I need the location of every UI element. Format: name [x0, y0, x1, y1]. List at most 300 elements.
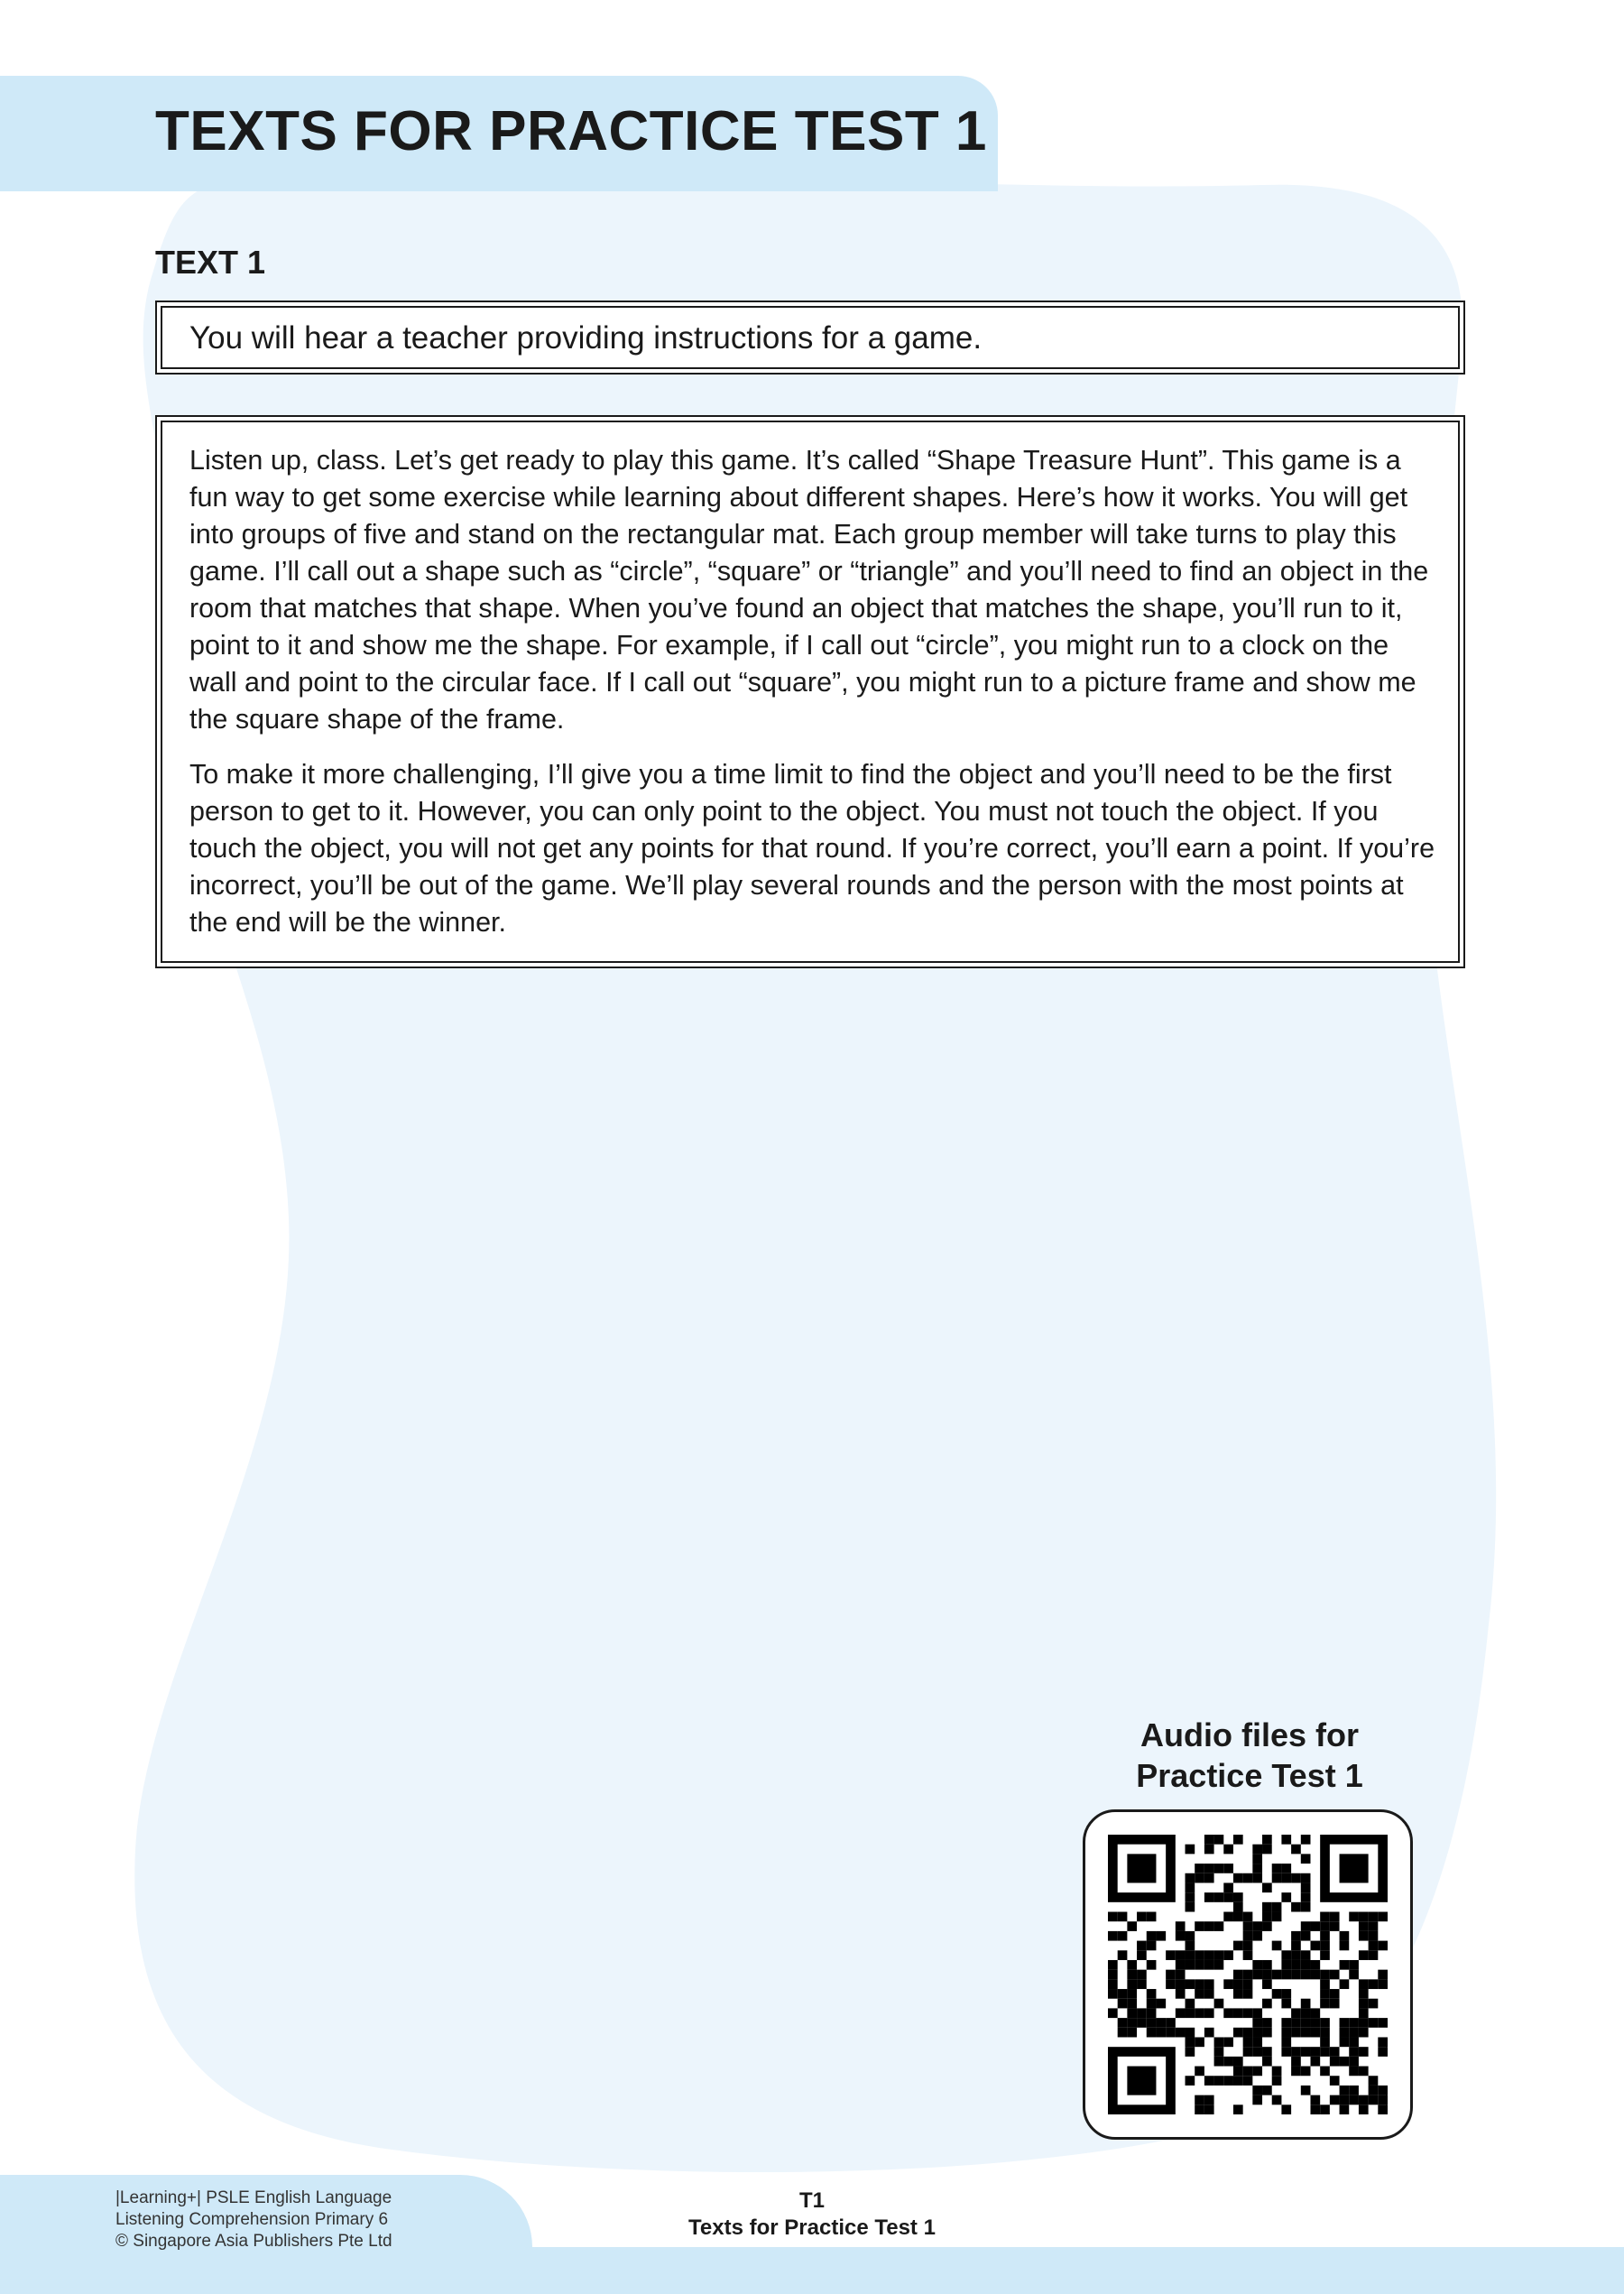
qr-module — [1301, 1882, 1311, 1892]
qr-module — [1320, 1950, 1330, 1960]
qr-module — [1127, 1979, 1137, 1989]
qr-module — [1272, 1941, 1282, 1951]
qr-module — [1118, 1999, 1128, 2009]
qr-module — [1301, 2018, 1311, 2028]
qr-module — [1243, 1921, 1253, 1931]
qr-module — [1252, 2086, 1262, 2095]
qr-module — [1243, 2028, 1253, 2038]
qr-module — [1281, 1970, 1291, 1980]
qr-module — [1349, 2037, 1359, 2047]
qr-module — [1108, 1979, 1118, 1989]
qr-module — [1223, 2037, 1233, 2047]
qr-module — [1369, 1999, 1379, 2009]
qr-module — [1118, 2018, 1128, 2028]
footer-series: |Learning+| PSLE English Language — [115, 2188, 392, 2207]
qr-module — [1243, 1941, 1253, 1951]
qr-module — [1214, 2076, 1224, 2086]
qr-module — [1166, 1970, 1176, 1980]
qr-module — [1310, 2095, 1320, 2105]
qr-module — [1195, 1873, 1204, 1883]
qr-module — [1310, 1960, 1320, 1970]
qr-module — [1166, 2018, 1176, 2028]
qr-module — [1262, 1912, 1272, 1922]
qr-module — [1233, 2067, 1243, 2077]
qr-module — [1281, 1989, 1291, 1999]
qr-module — [1340, 1931, 1350, 1941]
qr-module — [1330, 2057, 1340, 2067]
qr-module — [1195, 1950, 1204, 1960]
qr-module — [1262, 1979, 1272, 1989]
qr-module — [1291, 1873, 1301, 1883]
qr-module — [1252, 2037, 1262, 2047]
qr-module — [1204, 1989, 1214, 1999]
audio-caption-line-1: Audio files for — [1140, 1716, 1359, 1753]
qr-module — [1320, 2104, 1330, 2114]
qr-module — [1330, 1999, 1340, 2009]
qr-module — [1272, 2095, 1282, 2105]
qr-module — [1378, 2037, 1388, 2047]
qr-module — [1369, 1931, 1379, 1941]
qr-module — [1252, 1845, 1262, 1855]
qr-module — [1272, 1873, 1282, 1883]
qr-module — [1127, 1989, 1137, 1999]
qr-module — [1291, 2008, 1301, 2018]
qr-module — [1340, 2057, 1350, 2067]
qr-module — [1310, 2057, 1320, 2067]
section-label: TEXT 1 — [155, 244, 266, 281]
qr-module — [1281, 2037, 1291, 2047]
qr-finder-pattern — [1340, 1854, 1369, 1882]
qr-module — [1137, 2008, 1147, 2018]
qr-module — [1186, 1845, 1195, 1855]
audio-caption-line-2: Practice Test 1 — [1136, 1757, 1363, 1794]
qr-module — [1349, 2057, 1359, 2067]
qr-module — [1233, 1970, 1243, 1980]
qr-module — [1330, 1921, 1340, 1931]
qr-module — [1359, 2104, 1369, 2114]
qr-module — [1340, 2095, 1350, 2105]
qr-module — [1301, 1892, 1311, 1902]
qr-module — [1349, 1960, 1359, 1970]
qr-module — [1359, 1931, 1369, 1941]
qr-module — [1223, 1950, 1233, 1960]
qr-module — [1378, 1970, 1388, 1980]
qr-module — [1320, 1989, 1330, 1999]
qr-module — [1223, 2076, 1233, 2086]
qr-module — [1272, 1912, 1282, 1922]
qr-module — [1137, 2018, 1147, 2028]
qr-module — [1359, 1921, 1369, 1931]
qr-module — [1233, 1941, 1243, 1951]
qr-module — [1186, 2037, 1195, 2047]
qr-module — [1359, 2047, 1369, 2057]
qr-module — [1340, 2104, 1350, 2114]
qr-module — [1137, 1941, 1147, 1951]
qr-module — [1204, 2095, 1214, 2105]
qr-module — [1243, 2067, 1253, 2077]
footer-publisher-info — [115, 2188, 392, 2252]
qr-module — [1204, 2076, 1214, 2086]
qr-module — [1186, 1950, 1195, 1960]
qr-module — [1186, 1931, 1195, 1941]
qr-module — [1252, 1854, 1262, 1864]
intro-box — [155, 301, 1465, 375]
qr-module — [1378, 2095, 1388, 2105]
qr-module — [1252, 2047, 1262, 2057]
qr-module — [1214, 1960, 1224, 1970]
qr-module — [1262, 2028, 1272, 2038]
qr-module — [1243, 1950, 1253, 1960]
qr-module — [1252, 2028, 1262, 2038]
qr-module — [1320, 1970, 1330, 1980]
qr-module — [1291, 2057, 1301, 2067]
qr-module — [1223, 1979, 1233, 1989]
qr-module — [1186, 2076, 1195, 2086]
qr-module — [1349, 2028, 1359, 2038]
qr-module — [1195, 1960, 1204, 1970]
qr-module — [1359, 1999, 1369, 2009]
qr-module — [1252, 2095, 1262, 2105]
qr-module — [1204, 1845, 1214, 1855]
qr-module — [1281, 1999, 1291, 2009]
footer-copyright: © Singapore Asia Publishers Pte Ltd — [115, 2232, 392, 2251]
qr-module — [1147, 2018, 1157, 2028]
qr-module — [1349, 2086, 1359, 2095]
qr-module — [1281, 1950, 1291, 1960]
passage-box — [155, 415, 1465, 968]
qr-module — [1176, 1931, 1186, 1941]
qr-module — [1252, 1931, 1262, 1941]
qr-finder-pattern — [1127, 2067, 1156, 2095]
qr-module — [1378, 1912, 1388, 1922]
qr-module — [1262, 2086, 1272, 2095]
page-title: TEXTS FOR PRACTICE TEST 1 — [155, 100, 987, 162]
qr-module — [1186, 2008, 1195, 2018]
qr-module — [1320, 1912, 1330, 1922]
passage-paragraph-2: To make it more challenging, I’ll give you a time limit to find the object and you’ll need to be the first person to get to it. However, you can only point to the object. You must not touch the object. If you touch the object, you will not get any points for that round. If you’re correct, you’ll earn a point. If you’re incorrect, you’ll be out of the game. We’ll play several rounds and the person with the most points at the end will be the winner. — [189, 759, 1435, 938]
qr-module — [1127, 1970, 1137, 1980]
qr-module — [1233, 1979, 1243, 1989]
qr-module — [1195, 1921, 1204, 1931]
qr-module — [1310, 2008, 1320, 2018]
qr-module — [1272, 2076, 1282, 2086]
qr-module — [1204, 1960, 1214, 1970]
qr-module — [1127, 2018, 1137, 2028]
qr-module — [1320, 1931, 1330, 1941]
qr-module — [1186, 1941, 1195, 1951]
qr-module — [1262, 1921, 1272, 1931]
qr-module — [1252, 2018, 1262, 2028]
qr-module — [1186, 2047, 1195, 2057]
qr-module — [1262, 2057, 1272, 2067]
qr-module — [1147, 1989, 1157, 1999]
qr-module — [1223, 2008, 1233, 2018]
qr-module — [1291, 1902, 1301, 1912]
qr-module — [1204, 1864, 1214, 1873]
qr-module — [1272, 2067, 1282, 2077]
qr-module — [1291, 2067, 1301, 2077]
qr-module — [1252, 1960, 1262, 1970]
qr-module — [1262, 1960, 1272, 1970]
qr-module — [1369, 1979, 1379, 1989]
qr-module — [1349, 1970, 1359, 1980]
qr-module — [1233, 2057, 1243, 2067]
qr-module — [1359, 2067, 1369, 2077]
qr-module — [1147, 1960, 1157, 1970]
qr-module — [1186, 1873, 1195, 1883]
qr-module — [1147, 1931, 1157, 1941]
qr-module — [1252, 1864, 1262, 1873]
qr-module — [1147, 2008, 1157, 2018]
qr-module — [1262, 2018, 1272, 2028]
qr-module — [1369, 1921, 1379, 1931]
qr-module — [1359, 1950, 1369, 1960]
qr-module — [1330, 2095, 1340, 2105]
qr-module — [1223, 1892, 1233, 1902]
qr-module — [1108, 1989, 1118, 1999]
qr-module — [1147, 1941, 1157, 1951]
audio-caption — [1074, 1715, 1426, 1796]
qr-module — [1195, 1979, 1204, 1989]
qr-module — [1166, 2028, 1176, 2038]
qr-module — [1214, 2037, 1224, 2047]
qr-module — [1301, 1921, 1311, 1931]
qr-module — [1369, 2086, 1379, 2095]
qr-module — [1291, 1970, 1301, 1980]
qr-module — [1108, 1912, 1118, 1922]
qr-module — [1243, 1989, 1253, 1999]
qr-module — [1127, 1999, 1137, 2009]
qr-module — [1301, 1873, 1311, 1883]
qr-module — [1243, 2037, 1253, 2047]
qr-module — [1349, 1912, 1359, 1922]
qr-module — [1310, 1921, 1320, 1931]
qr-module — [1320, 1999, 1330, 2009]
qr-module — [1359, 2095, 1369, 2105]
qr-module — [1214, 1999, 1224, 2009]
qr-module — [1223, 1882, 1233, 1892]
qr-module — [1320, 2047, 1330, 2057]
qr-module — [1291, 2028, 1301, 2038]
qr-module — [1252, 2067, 1262, 2077]
qr-module — [1369, 2076, 1379, 2086]
qr-module — [1349, 2047, 1359, 2057]
qr-module — [1369, 1950, 1379, 1960]
qr-code-frame[interactable] — [1083, 1809, 1413, 2140]
qr-module — [1233, 1873, 1243, 1883]
qr-module — [1176, 1960, 1186, 1970]
qr-module — [1176, 1921, 1186, 1931]
qr-module — [1272, 1864, 1282, 1873]
qr-module — [1291, 2018, 1301, 2028]
qr-module — [1378, 1941, 1388, 1951]
qr-module — [1281, 1873, 1291, 1883]
qr-module — [1176, 2008, 1186, 2018]
qr-module — [1281, 1960, 1291, 1970]
qr-module — [1378, 1979, 1388, 1989]
qr-module — [1252, 1921, 1262, 1931]
qr-module — [1262, 1902, 1272, 1912]
qr-module — [1186, 1892, 1195, 1902]
qr-module — [1369, 2095, 1379, 2105]
qr-module — [1340, 2086, 1350, 2095]
qr-module — [1214, 1864, 1224, 1873]
qr-module — [1291, 2047, 1301, 2057]
qr-module — [1233, 1902, 1243, 1912]
qr-module — [1223, 1864, 1233, 1873]
qr-module — [1272, 1970, 1282, 1980]
qr-module — [1204, 1950, 1214, 1960]
qr-module — [1369, 1941, 1379, 1951]
qr-module — [1281, 1864, 1291, 1873]
qr-module — [1204, 1892, 1214, 1902]
qr-module — [1272, 1902, 1282, 1912]
qr-module — [1108, 1960, 1118, 1970]
qr-module — [1108, 1970, 1118, 1980]
qr-module — [1108, 1931, 1118, 1941]
qr-module — [1359, 1989, 1369, 1999]
qr-module — [1233, 2028, 1243, 2038]
qr-module — [1166, 1950, 1176, 1960]
qr-module — [1369, 1912, 1379, 1922]
qr-module — [1127, 1921, 1137, 1931]
qr-module — [1137, 1970, 1147, 1980]
qr-module — [1262, 2047, 1272, 2057]
qr-module — [1252, 1873, 1262, 1883]
page-number: T1 — [798, 2188, 825, 2213]
qr-module — [1147, 1912, 1157, 1922]
qr-module — [1340, 1941, 1350, 1951]
passage-paragraph-1: Listen up, class. Let’s get ready to play this game. It’s called “Shape Treasure Hunt”. This game is a fun way to get some exercise while learning about different shapes. Here’s how it works. You will get into groups of five and stand on the rectangular mat. Each group member will take turns to play this game. I’ll call out a shape such as “circle”, “square” or “triangle” and you’ll need to find an object in the room that matches that shape. When you’ve found an object that matches the shape, you’ll run to it, point to it and show me the shape. For example, if I call out “circle”, you might run to a clock on the wall and point to the circular face. If I call out “square”, you might run to a picture frame and show me the square shape of the frame. — [189, 445, 1429, 735]
qr-module — [1378, 2086, 1388, 2095]
qr-module — [1195, 1989, 1204, 1999]
qr-module — [1320, 1921, 1330, 1931]
qr-module — [1349, 2067, 1359, 2077]
qr-module — [1243, 1979, 1253, 1989]
qr-module — [1272, 1989, 1282, 1999]
qr-module — [1301, 1854, 1311, 1864]
qr-module — [1252, 1970, 1262, 1980]
qr-module — [1243, 1931, 1253, 1941]
qr-module — [1243, 2047, 1253, 2057]
qr-module — [1147, 1999, 1157, 2009]
qr-module — [1233, 2008, 1243, 2018]
qr-module — [1137, 1979, 1147, 1989]
qr-module — [1340, 2028, 1350, 2038]
qr-module — [1195, 2104, 1204, 2114]
qr-module — [1330, 2076, 1340, 2086]
qr-module — [1233, 1892, 1243, 1902]
qr-module — [1137, 1950, 1147, 1960]
qr-module — [1301, 1902, 1311, 1912]
qr-module — [1204, 1835, 1214, 1845]
qr-module — [1281, 2018, 1291, 2028]
qr-module — [1156, 2018, 1166, 2028]
qr-module — [1291, 1950, 1301, 1960]
qr-module — [1310, 2018, 1320, 2028]
qr-module — [1118, 1950, 1128, 1960]
qr-module — [1340, 1960, 1350, 1970]
qr-module — [1378, 2104, 1388, 2114]
footer-book-title: Listening Comprehension Primary 6 — [115, 2210, 389, 2229]
qr-module — [1291, 1941, 1301, 1951]
qr-code-icon[interactable] — [1108, 1835, 1388, 2114]
qr-module — [1340, 2018, 1350, 2028]
qr-module — [1223, 1912, 1233, 1922]
qr-module — [1108, 2008, 1118, 2018]
qr-module — [1186, 2028, 1195, 2038]
qr-module — [1301, 2086, 1311, 2095]
qr-module — [1176, 1950, 1186, 1960]
qr-module — [1118, 2028, 1128, 2038]
qr-module — [1330, 1970, 1340, 1980]
qr-module — [1281, 1892, 1291, 1902]
qr-module — [1137, 1912, 1147, 1922]
qr-module — [1233, 1912, 1243, 1922]
qr-module — [1243, 1970, 1253, 1980]
qr-module — [1301, 2028, 1311, 2038]
qr-module — [1243, 1873, 1253, 1883]
qr-module — [1330, 2047, 1340, 2057]
qr-module — [1320, 1979, 1330, 1989]
qr-module — [1262, 1970, 1272, 1980]
qr-module — [1223, 2057, 1233, 2067]
page-label: Texts for Practice Test 1 — [688, 2215, 936, 2240]
qr-module — [1359, 2018, 1369, 2028]
qr-module — [1262, 1835, 1272, 1845]
qr-module — [1233, 2104, 1243, 2114]
qr-module — [1156, 1931, 1166, 1941]
qr-module — [1301, 1999, 1311, 2009]
qr-module — [1127, 1960, 1137, 1970]
qr-module — [1340, 2037, 1350, 2047]
qr-module — [1330, 1989, 1340, 1999]
qr-module — [1281, 2047, 1291, 2057]
qr-module — [1214, 1921, 1224, 1931]
footer-page-info — [632, 2188, 992, 2242]
qr-module — [1320, 2067, 1330, 2077]
qr-module — [1204, 2028, 1214, 2038]
qr-module — [1214, 2047, 1224, 2057]
qr-module — [1214, 2057, 1224, 2067]
qr-module — [1118, 1912, 1128, 1922]
qr-module — [1176, 1979, 1186, 1989]
qr-finder-pattern — [1127, 1854, 1156, 1882]
qr-module — [1301, 1960, 1311, 1970]
intro-text: You will hear a teacher providing instructions for a game. — [189, 320, 983, 356]
qr-module — [1291, 1845, 1301, 1855]
qr-module — [1118, 1931, 1128, 1941]
qr-module — [1195, 1864, 1204, 1873]
qr-module — [1281, 2028, 1291, 2038]
qr-module — [1156, 1999, 1166, 2009]
qr-module — [1252, 2008, 1262, 2018]
qr-module — [1176, 1989, 1186, 1999]
qr-module — [1204, 1921, 1214, 1931]
qr-module — [1330, 1912, 1340, 1922]
qr-module — [1301, 1950, 1311, 1960]
qr-module — [1243, 2076, 1253, 2086]
qr-module — [1310, 2028, 1320, 2038]
qr-module — [1378, 2047, 1388, 2057]
qr-module — [1301, 2047, 1311, 2057]
qr-module — [1291, 1931, 1301, 1941]
qr-module — [1195, 2095, 1204, 2105]
qr-module — [1195, 2067, 1204, 2077]
qr-module — [1204, 2104, 1214, 2114]
qr-module — [1204, 2008, 1214, 2018]
qr-module — [1301, 1931, 1311, 1941]
